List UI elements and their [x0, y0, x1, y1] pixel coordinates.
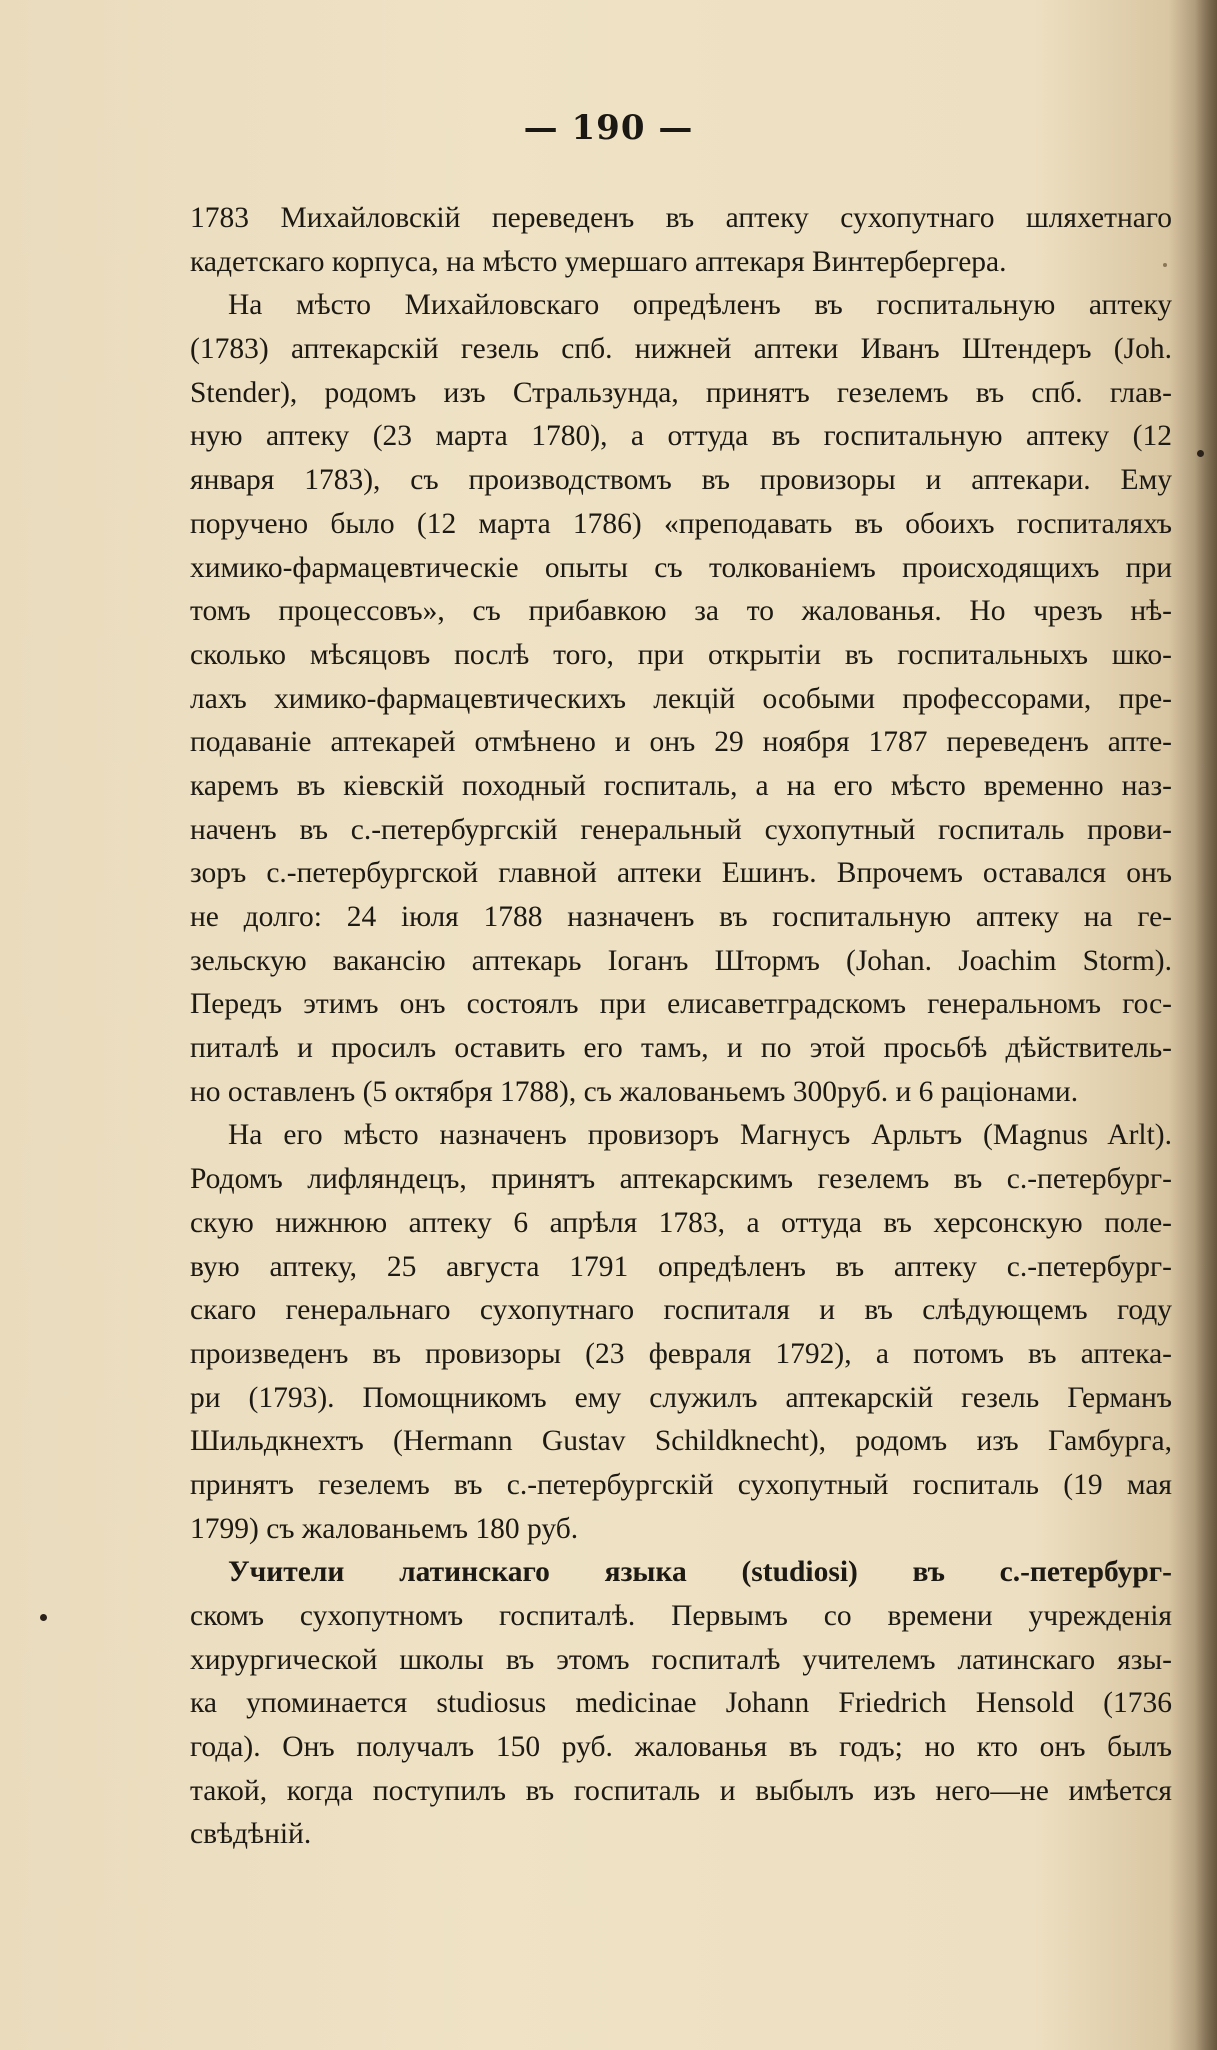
text-line-10: томъ процессовъ», съ прибавкою за то жалованья. Но чрезъ нѣ- [190, 595, 1172, 628]
page-body [190, 197, 1172, 1857]
text-line-5: Stender), родомъ изъ Стральзунда, принятъ гезелемъ въ спб. глав- [190, 376, 1172, 409]
page-number: — 190 — [523, 108, 694, 148]
text-line-14: каремъ въ кіевскій походный госпиталь, а на его мѣсто временно наз- [190, 769, 1172, 802]
text-line-9: химико-фармацевтическіе опыты съ толкованіемъ происходящихъ при [190, 551, 1172, 584]
text-line-25: вую аптеку, 25 августа 1791 опредѣленъ въ аптеку с.-петербург- [190, 1250, 1172, 1283]
text-line-31: 1799) съ жалованьемъ 180 руб. [190, 1512, 579, 1545]
text-line-27: произведенъ въ провизоры (23 февраля 1792), а потомъ въ аптека- [190, 1337, 1172, 1370]
text-line-6: ную аптеку (23 марта 1780), а оттуда въ госпитальную аптеку (12 [190, 420, 1172, 453]
text-line-1: 1783 Михайловскій переведенъ въ аптеку сухопутнаго шляхетнаго [190, 202, 1172, 234]
text-line-37: такой, когда поступилъ въ госпиталь и выбылъ изъ него—не имѣется [190, 1774, 1172, 1807]
text-line-24: скую нижнюю аптеку 6 апрѣля 1783, а оттуда въ херсонскую поле- [190, 1206, 1172, 1239]
text-line-13: подаваніе аптекарей отмѣнено и онъ 29 ноября 1787 переведенъ апте- [190, 726, 1172, 759]
text-line-26: скаго генеральнаго сухопутнаго госпиталя и въ слѣдующемъ году [190, 1294, 1172, 1327]
text-line-3: На мѣсто Михайловскаго опредѣленъ въ госпитальную аптеку [228, 289, 1172, 322]
text-line-2: кадетскаго корпуса, на мѣсто умершаго аптекаря Винтербергера. [190, 245, 1007, 278]
text-line-15: наченъ въ с.-петербургскій генеральный сухопутный госпиталь прови- [190, 813, 1172, 846]
text-line-29: Шильдкнехтъ (Hermann Gustav Schildknecht), родомъ изъ Гамбурга, [190, 1425, 1172, 1458]
text-line-34: хирургической школы въ этомъ госпиталѣ учителемъ латинскаго язы- [190, 1643, 1172, 1676]
text-line-7: января 1783), съ производствомъ въ провизоры и аптекари. Ему [190, 464, 1172, 497]
text-line-19: Передъ этимъ онъ состоялъ при елисаветградскомъ генеральномъ гос- [190, 988, 1172, 1021]
text-line-18: зельскую ваканcію аптекарь Іоганъ Штормъ (Johan. Joachim Storm). [190, 944, 1172, 977]
text-line-28: ри (1793). Помощникомъ ему служилъ аптекарскій гезель Германъ [190, 1381, 1172, 1414]
section-heading-line-1: Учители латинскаго языка (studiosi) въ с.-петербург- [228, 1556, 1172, 1589]
text-line-20: питалѣ и просилъ оставить его тамъ, и по этой просьбѣ дѣйствитель- [190, 1032, 1172, 1065]
text-line-17: не долго: 24 іюля 1788 назначенъ въ госпитальную аптеку на ге- [190, 901, 1172, 933]
ink-spot [1163, 263, 1167, 267]
text-line-38: свѣдѣній. [190, 1818, 312, 1851]
text-line-16: зоръ с.-петербургской главной аптеки Ешинъ. Впрочемъ оставался онъ [190, 857, 1172, 890]
text-line-23: Родомъ лифляндецъ, принятъ аптекарскимъ гезелемъ въ с.-петербург- [190, 1163, 1172, 1196]
section-heading-line-2: скомъ сухопутномъ госпиталѣ. Первымъ со времени учрежденія [190, 1600, 1172, 1632]
text-line-8: поручено было (12 марта 1786) «преподавать въ обоихъ госпиталяхъ [190, 507, 1172, 540]
text-line-36: года). Онъ получалъ 150 руб. жалованья въ годъ; но кто онъ былъ [190, 1731, 1172, 1764]
text-line-30: принятъ гезелемъ въ с.-петербургскій сухопутный госпиталь (19 мая [190, 1468, 1172, 1501]
ink-spot [40, 1614, 47, 1621]
page-edge-shadow [1195, 0, 1217, 2050]
text-line-12: лахъ химико-фармацевтическихъ лекцій особыми профессорами, пре- [190, 682, 1172, 715]
text-line-21: но оставленъ (5 октября 1788), съ жалованьемъ 300руб. и 6 раціонами. [190, 1075, 1079, 1108]
ink-spot [1197, 450, 1204, 457]
text-line-11: сколько мѣсяцовъ послѣ того, при открытіи въ госпитальныхъ шко- [190, 638, 1172, 671]
text-line-35: ка упоминается studiosus medicinae Johann Friedrich Hensold (1736 [190, 1687, 1172, 1720]
text-line-4: (1783) аптекарскій гезель спб. нижней аптеки Иванъ Штендеръ (Joh. [190, 333, 1172, 366]
text-line-22: На его мѣсто назначенъ провизоръ Магнусъ Арльтъ (Magnus Arlt). [228, 1119, 1172, 1152]
